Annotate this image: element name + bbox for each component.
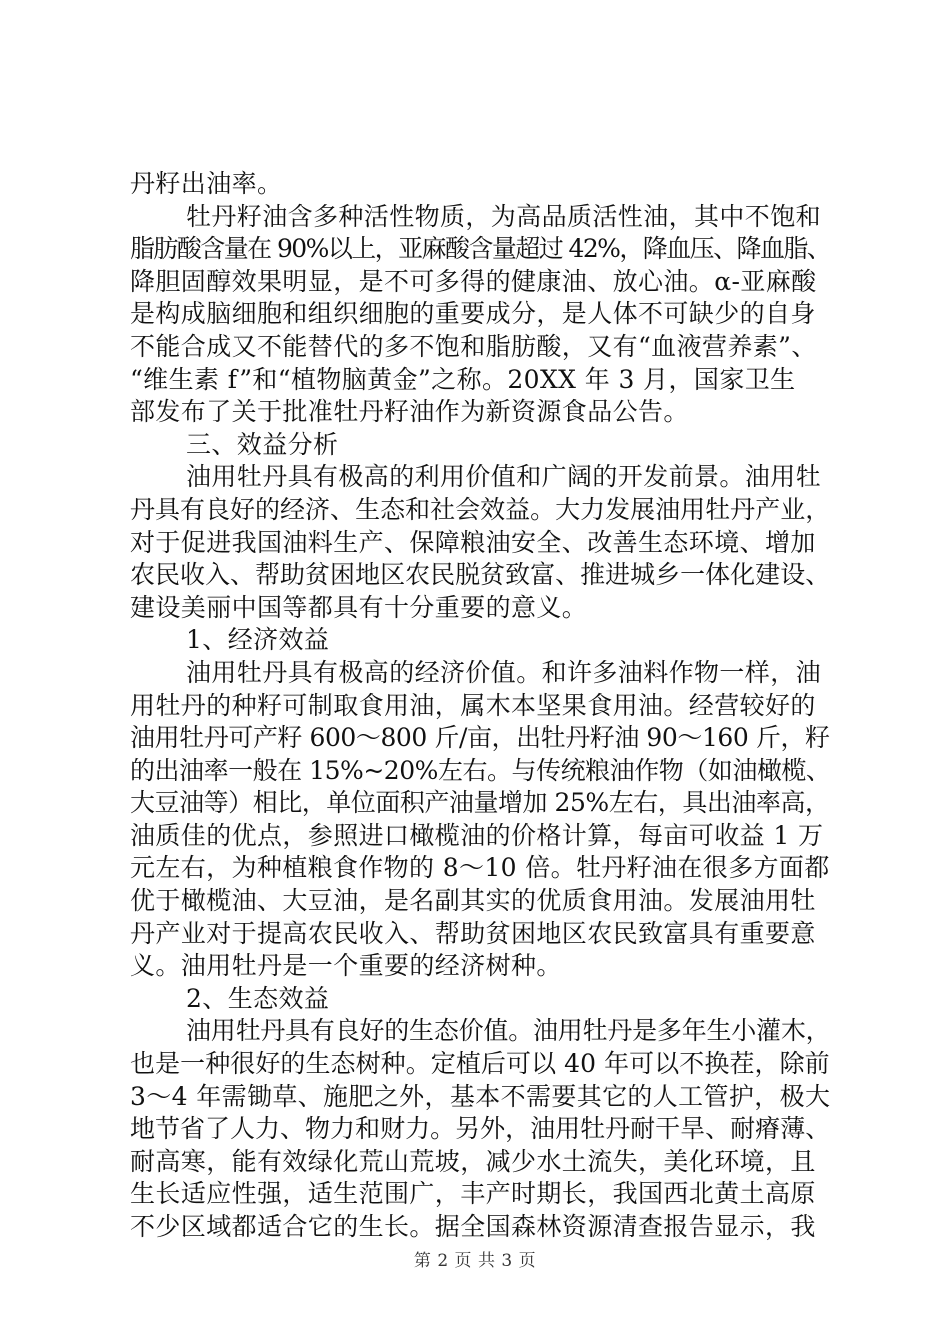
paragraph-line: 脂肪酸含量在 90%以上，亚麻酸含量超过 42%，降血压、降血脂、 xyxy=(130,234,831,264)
paragraph-line: 义。油用牡丹是一个重要的经济树种。 xyxy=(130,951,562,981)
paragraph-line: 也是一种很好的生态树种。定植后可以 40 年可以不换茬，除前 xyxy=(130,1049,830,1079)
paragraph-line: 对于促进我国油料生产、保障粮油安全、改善生态环境、增加 xyxy=(130,527,816,557)
paragraph-line: 丹具有良好的经济、生态和社会效益。大力发展油用牡丹产业， xyxy=(130,494,831,524)
paragraph-line: 农民收入、帮助贫困地区农民脱贫致富、推进城乡一体化建设、 xyxy=(130,560,831,590)
paragraph-line: 降胆固醇效果明显，是不可多得的健康油、放心油。α-亚麻酸 xyxy=(130,266,817,296)
paragraph-line: 地节省了人力、物力和财力。另外，油用牡丹耐干旱、耐瘠薄、 xyxy=(130,1114,831,1144)
paragraph-line: 油用牡丹具有极高的经济价值。和许多油料作物一样，油 xyxy=(186,657,822,687)
paragraph-line: “维生素 f”和“植物脑黄金”之称。20XX 年 3 月，国家卫生 xyxy=(130,364,796,394)
paragraph-line: 油用牡丹可产籽 600～800 斤/亩，出牡丹籽油 90～160 斤，籽 xyxy=(130,723,830,753)
paragraph-line: 元左右，为种植粮食作物的 8～10 倍。牡丹籽油在很多方面都 xyxy=(130,853,830,883)
paragraph-line: 的出油率一般在 15%~20%左右。与传统粮油作物（如油橄榄、 xyxy=(130,755,831,785)
paragraph-line: 油质佳的优点，参照进口橄榄油的价格计算，每亩可收益 1 万 xyxy=(130,820,824,850)
paragraph-line: 生长适应性强，适生范围广，丰产时期长，我国西北黄土高原 xyxy=(130,1179,816,1209)
page-number-footer: 第 2 页 共 3 页 xyxy=(413,1251,537,1271)
paragraph-line: 建设美丽中国等都具有十分重要的意义。 xyxy=(130,592,588,622)
paragraph-line: 部发布了关于批准牡丹籽油作为新资源食品公告。 xyxy=(130,397,689,427)
paragraph-line: 用牡丹的种籽可制取食用油，属木本坚果食用油。经营较好的 xyxy=(130,690,816,720)
document-body xyxy=(130,168,830,1244)
paragraph-line: 丹产业对于提高农民收入、帮助贫困地区农民致富具有重要意 xyxy=(130,918,816,948)
paragraph-line: 油用牡丹具有极高的利用价值和广阔的开发前景。油用牡 xyxy=(186,462,822,492)
paragraph-line: 牡丹籽油含多种活性物质，为高品质活性油，其中不饱和 xyxy=(186,201,822,231)
paragraph-line: 优于橄榄油、大豆油，是名副其实的优质食用油。发展油用牡 xyxy=(130,886,816,916)
subsection-heading: 1、经济效益 xyxy=(186,625,330,655)
paragraph-line: 油用牡丹具有良好的生态价值。油用牡丹是多年生小灌木， xyxy=(186,1016,831,1046)
paragraph-line: 是构成脑细胞和组织细胞的重要成分，是人体不可缺少的自身 xyxy=(130,299,816,329)
paragraph-line: 不少区域都适合它的生长。据全国森林资源清查报告显示，我 xyxy=(130,1212,816,1241)
paragraph-line: 耐高寒，能有效绿化荒山荒坡，减少水土流失，美化环境，且 xyxy=(130,1146,816,1176)
section-heading: 三、效益分析 xyxy=(186,429,339,459)
subsection-heading: 2、生态效益 xyxy=(186,983,330,1013)
paragraph-line: 不能合成又不能替代的多不饱和脂肪酸，又有“血液营养素”、 xyxy=(130,331,817,361)
paragraph-line: 丹籽出油率。 xyxy=(130,169,283,198)
paragraph-line: 3～4 年需锄草、施肥之外，基本不需要其它的人工管护，极大 xyxy=(130,1081,831,1111)
paragraph-line: 大豆油等）相比，单位面积产油量增加 25%左右，具出油率高， xyxy=(130,788,830,818)
